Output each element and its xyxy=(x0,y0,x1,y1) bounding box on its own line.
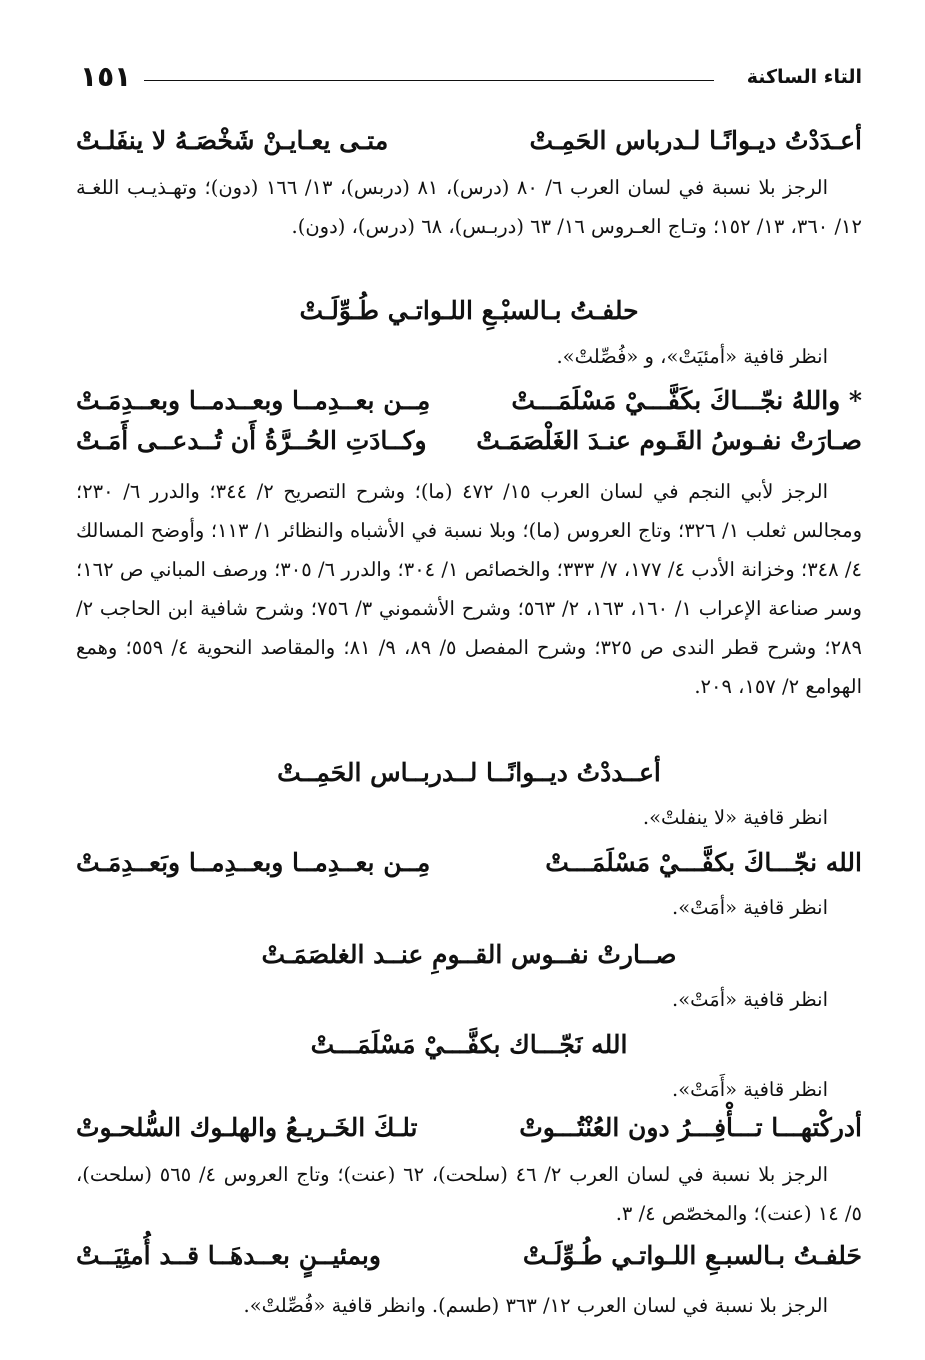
verse-hemistich-first: * واللهُ نجّـــاكَ بكَفَّـــيْ مَسْلَمَـــتْ xyxy=(511,386,862,415)
verse-hemistich-second: متـى يعـايـنْ شَخْصَـهُ لا ينفَلـتْ xyxy=(76,126,389,155)
cross-reference-note: انظر قافية «لا ينفلتْ». xyxy=(642,806,828,829)
verse-line-centered: صــارتْ نفــوس القــومِ عنــد الغلصَمَـتْ xyxy=(261,940,677,969)
verse-line xyxy=(76,128,862,153)
verse-line xyxy=(76,850,862,875)
verse-hemistich-first: حَلفـتُ بـالسبـعِ اللـواتـي طُـوِّلَـتْ xyxy=(522,1241,862,1270)
page-header xyxy=(80,58,862,94)
verse-line xyxy=(76,1115,862,1140)
verse-hemistich-second: مِــن بعــدِمــا وبعــدِمــا وبَعــدِمَـتْ xyxy=(76,848,431,877)
source-citation: الرجز بلا نسبة في لسان العرب ١٢/ ٣٦٣ (طسم). وانظر قافية «فُصِّلتْ». xyxy=(243,1294,828,1317)
verse-hemistich-second: وكــادَتِ الحُــرَّةُ أَن تُــدعــى أَمَـتْ xyxy=(76,426,427,455)
verse-line-centered: الله نَجّـــاك بكفَّـــيْ مَسْلَمَـــتْ xyxy=(310,1030,628,1059)
verse-hemistich-first: الله نجّـــاكَ بكفَّـــيْ مَسْلَمَـــتْ xyxy=(545,848,862,877)
cross-reference-note: انظر قافية «أمئيَتْ»، و «فُصِّلتْ». xyxy=(556,345,828,368)
verse-line xyxy=(76,428,862,453)
verse-line-centered: أعــددْتُ ديــوانًــا لــدربــاس الحَمِــتْ xyxy=(277,758,661,787)
verse-line xyxy=(76,1243,862,1268)
verse-hemistich-second: مِــن بعــدِمــا وبعــدمــا وبعــدِمَـتْ xyxy=(76,386,431,415)
cross-reference-note: انظر قافية «أمَتْ». xyxy=(672,988,828,1011)
page-number: ١٥١ xyxy=(80,60,132,93)
verse-hemistich-first: صـارَتْ نفـوسُ القَـوم عنـدَ الغَلْصَمَـتْ xyxy=(476,426,862,455)
source-citation: الرجز لأبي النجم في لسان العرب ١٥/ ٤٧٢ (ما)؛ وشرح التصريح ٢/ ٣٤٤؛ والدرر ٦/ ٢٣٠؛ ومجالس ثعلب ١/ ٣٢٦؛ وتاج العروس (ما)؛ وبلا نسبة في الأشباه والنظائر ١/ ١١٣؛ وأوضح المسالك ٤/ ٣٤٨؛ وخزانة الأدب ٤/ ١٧٧، ٧/ ٣٣٣؛ والخصائص ١/ ٣٠٤؛ والدرر ٦/ ٣٠٥؛ ورصف المباني ص ١٦٢؛ وسر صناعة الإعراب ١/ ١٦٠، ١٦٣، ٢/ ٥٦٣؛ وشرح الأشموني ٣/ ٧٥٦؛ وشرح شافية ابن الحاجب ٢/ ٢٨٩؛ وشرح قطر الندى ص ٣٢٥؛ وشرح المفصل ٥/ ٨٩، ٩/ ٨١؛ والمقاصد النحوية ٤/ ٥٥٩؛ وهمع الهوامع ٢/ ١٥٧، ٢٠٩. xyxy=(76,480,863,698)
verse-hemistich-first: أدركْتهـــا تـــأْفِـــرُ دون العُنْتُـــوتْ xyxy=(519,1113,862,1142)
verse-line-centered: حلفـتُ بـالسبْـعِ اللـواتـي طُـوِّلَـتْ xyxy=(299,296,639,325)
header-rule xyxy=(144,80,714,81)
verse-hemistich-second: وبمئيــنٍ بعــدهَــا قــد أُمئِيَــتْ xyxy=(76,1241,381,1270)
verse-line xyxy=(76,388,862,413)
cross-reference-note: انظر قافية «أمَتْ». xyxy=(672,896,828,919)
verse-hemistich-second: تلـكَ الخَـريـعُ والهلـوك السُّلحـوتْ xyxy=(76,1113,418,1142)
cross-reference-note: انظر قافية «أَمَتْ». xyxy=(672,1078,828,1101)
verse-hemistich-first: أعـدَدْتُ ديـوانًـا لـدرباس الحَمِـتْ xyxy=(529,126,862,155)
source-citation: الرجز بلا نسبة في لسان العرب ٢/ ٤٦ (سلحت)، ٦٢ (عنت)؛ وتاج العروس ٤/ ٥٦٥ (سلحت)، ٥/ ١٤ (عنت)؛ والمخصّص ٤/ ٣. xyxy=(76,1163,862,1225)
running-title: التاء الساكنة xyxy=(746,66,862,88)
source-citation: الرجز بلا نسبة في لسان العرب ٦/ ٨٠ (درس)، ٨١ (دربس)، ١٣/ ١٦٦ (دون)؛ وتهـذيـب اللغـة ١٢/ ٣٦٠، ١٣/ ١٥٢؛ وتـاج العـروس ١٦/ ٦٣ (دربـس)، ٦٨ (درس)، (دون). xyxy=(76,176,862,238)
